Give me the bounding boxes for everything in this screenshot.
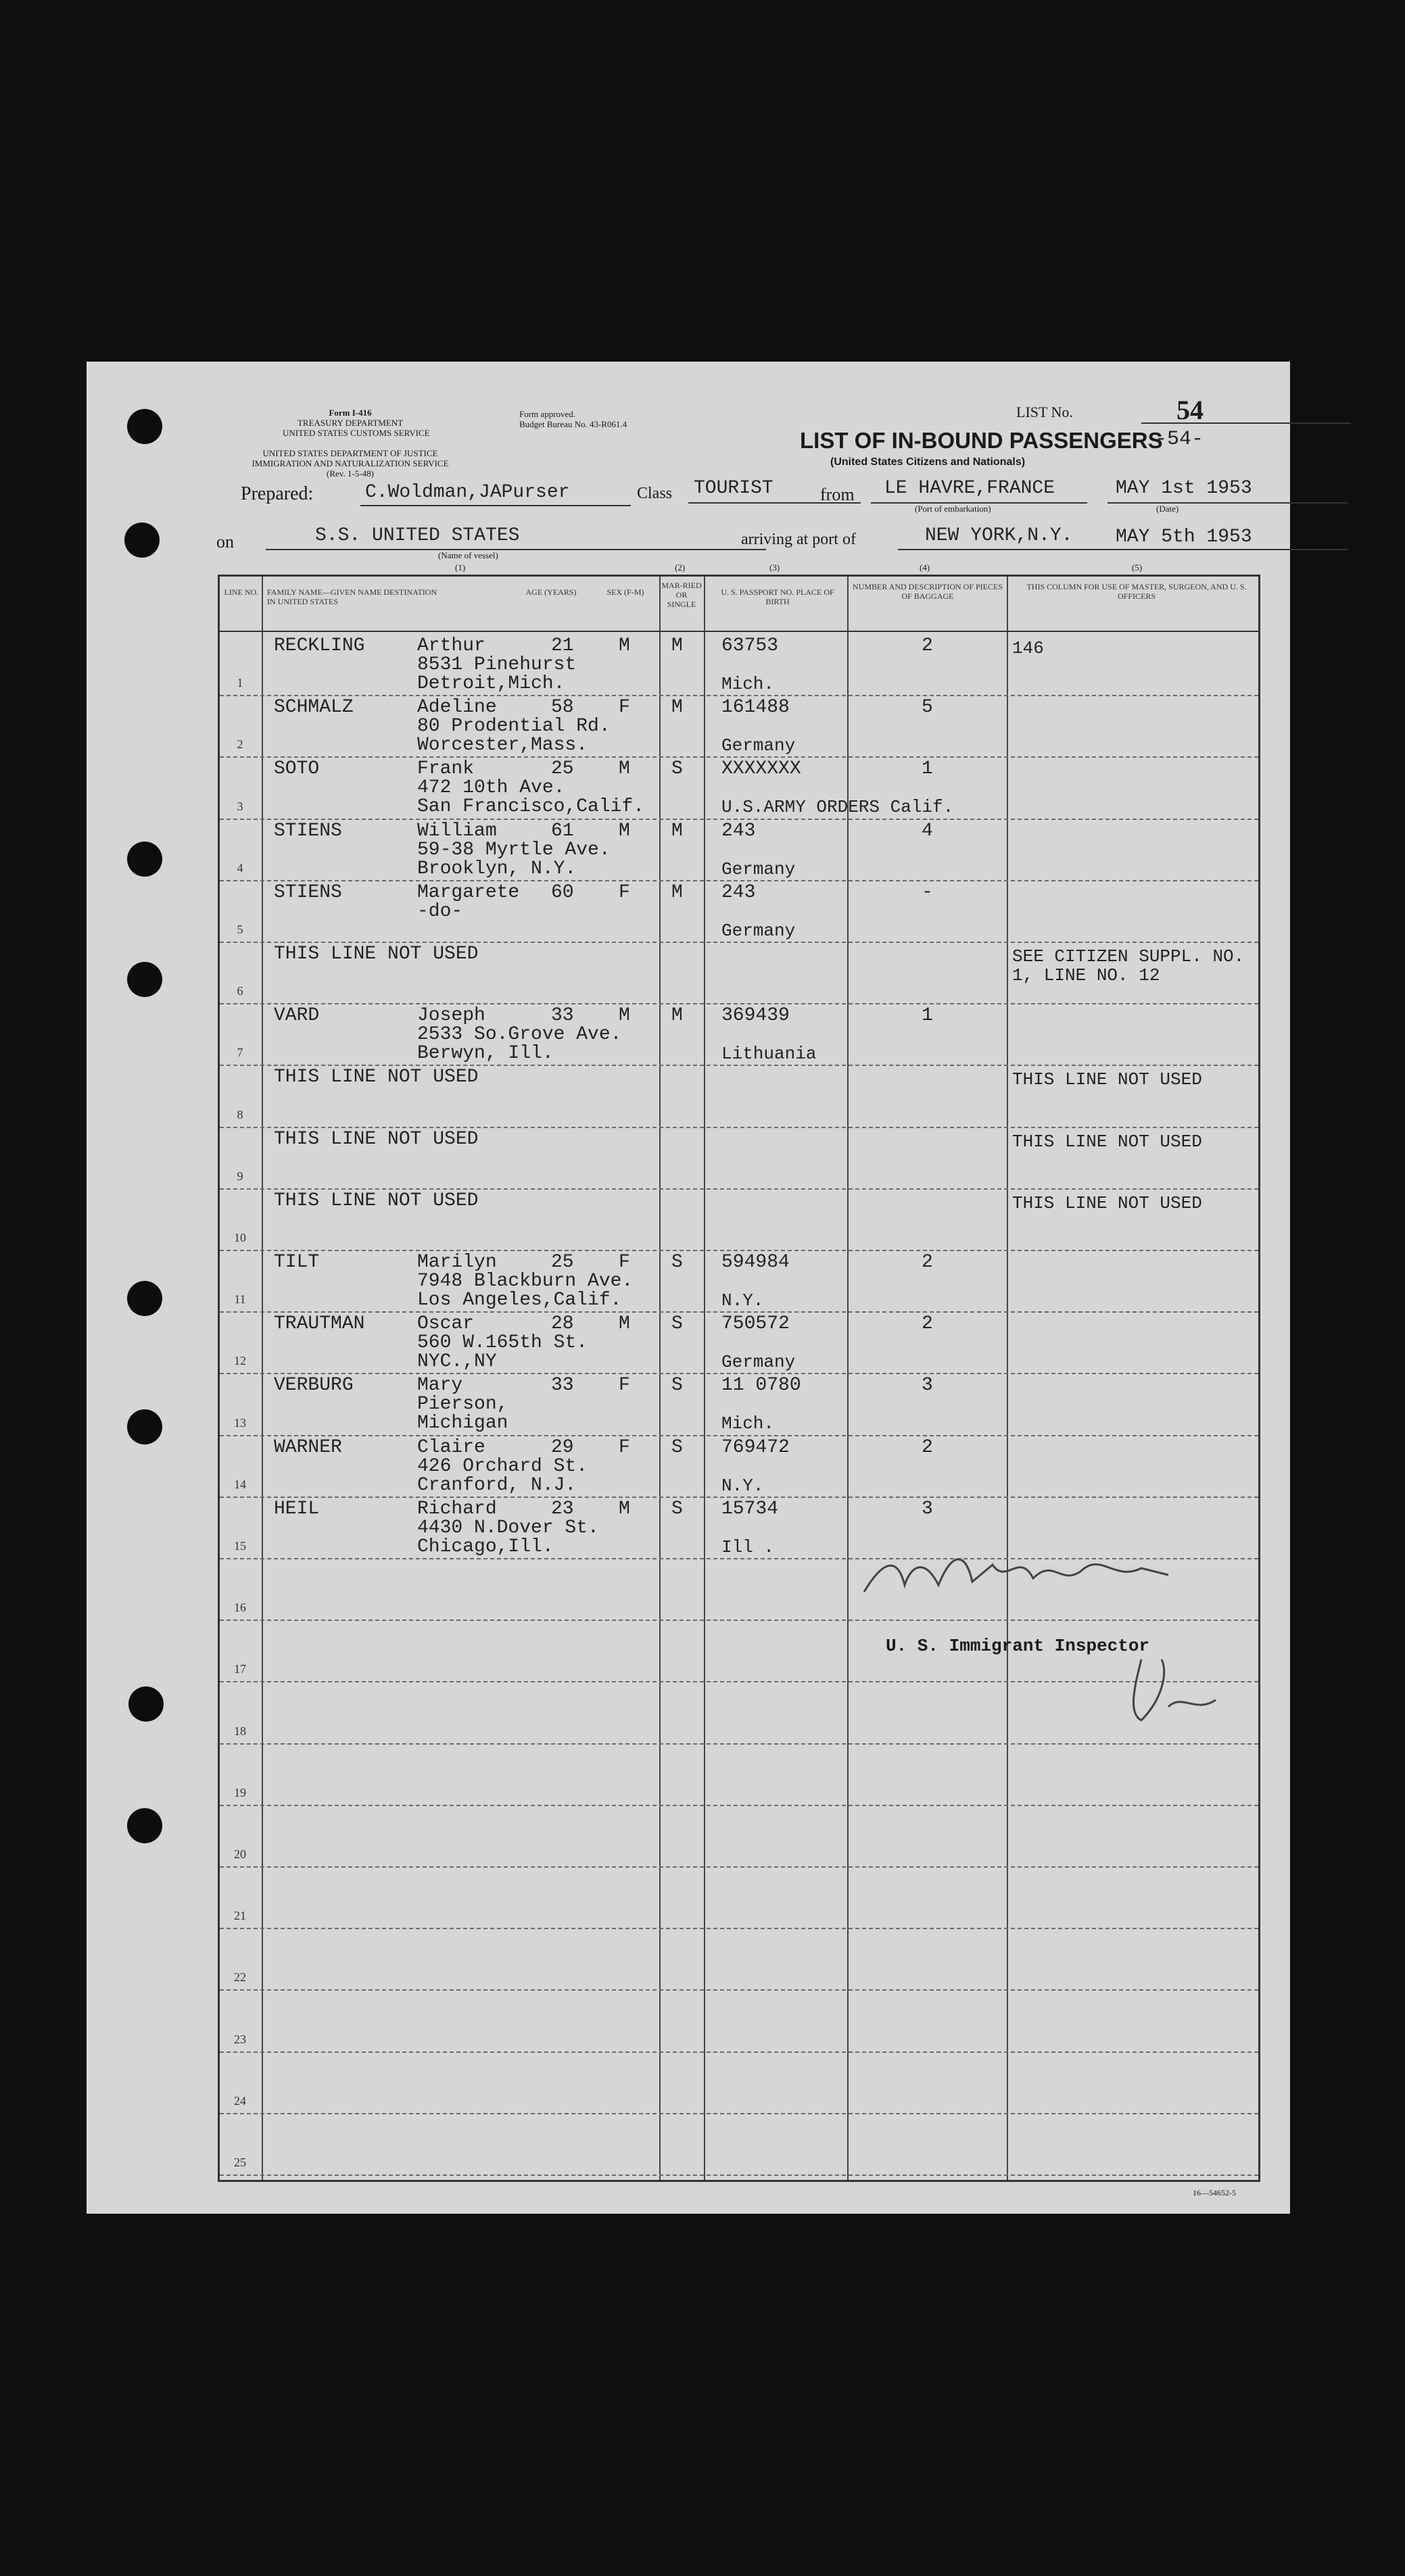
col-header-name: FAMILY NAME—GIVEN NAME DESTINATION IN UNITED STATES	[267, 587, 437, 606]
line-number: 17	[234, 1662, 246, 1676]
binder-hole	[124, 523, 160, 558]
address-line-2: Michigan	[417, 1413, 508, 1434]
binder-hole	[127, 409, 162, 444]
approval-text: Form approved.	[519, 409, 576, 419]
passport-number: 161488	[721, 697, 790, 719]
line-number: 21	[234, 1909, 246, 1923]
age: 28	[551, 1313, 574, 1335]
class-value: TOURIST	[694, 478, 773, 499]
baggage-count: 1	[922, 1005, 933, 1027]
officer-note: THIS LINE NOT USED	[1012, 1192, 1202, 1213]
officer-note: THIS LINE NOT USED	[1012, 1069, 1202, 1090]
binder-hole	[127, 1409, 162, 1444]
given-name: Marilyn	[417, 1252, 497, 1273]
col-header-married: MAR-RIED OR SINGLE	[661, 581, 702, 609]
binder-hole	[127, 842, 162, 877]
col-number: (1)	[455, 562, 466, 573]
marital-status: S	[671, 758, 683, 780]
binder-hole	[127, 1281, 162, 1316]
form-number: Form I-416	[329, 408, 372, 418]
given-name: Richard	[417, 1498, 497, 1520]
treasury-dept: TREASURY DEPARTMENT	[297, 418, 404, 428]
vessel-name: S.S. UNITED STATES	[315, 525, 520, 546]
table-row	[220, 1805, 1258, 1866]
col-header-passport: U. S. PASSPORT NO. PLACE OF BIRTH	[721, 587, 834, 606]
address-line-1: 59-38 Myrtle Ave.	[417, 839, 611, 860]
passport-number: 63753	[721, 635, 779, 656]
passport-number: 243	[721, 820, 756, 842]
table-row	[220, 1681, 1258, 1743]
place-of-birth: Germany	[721, 735, 796, 756]
address-line-1: 472 10th Ave.	[417, 777, 565, 799]
given-name: Adeline	[417, 697, 497, 719]
line-number: 20	[234, 1847, 246, 1861]
place-of-birth: N.Y.	[721, 1290, 764, 1311]
given-name: Mary	[417, 1375, 463, 1396]
line-number: 5	[237, 922, 243, 936]
col-header-baggage: NUMBER AND DESCRIPTION OF PIECES OF BAGGAGE	[852, 582, 1003, 601]
marital-status: M	[671, 697, 683, 719]
address-line-1: 8531 Pinehurst	[417, 654, 577, 675]
baggage-count: 1	[922, 758, 933, 780]
officer-note: 146	[1012, 638, 1044, 658]
port-caption: (Port of embarkation)	[915, 504, 991, 514]
address-line-2: Brooklyn, N.Y.	[417, 858, 577, 879]
baggage-count: 2	[922, 635, 933, 656]
budget-number: Budget Bureau No. 43-R061.4	[519, 419, 627, 429]
baggage-count: 5	[922, 697, 933, 719]
address-line-1: 426 Orchard St.	[417, 1455, 588, 1477]
line-number: 1	[237, 676, 243, 690]
given-name: Oscar	[417, 1313, 475, 1335]
line-number: 11	[234, 1292, 246, 1307]
marital-status: S	[671, 1375, 683, 1396]
table-row	[220, 1866, 1258, 1928]
arrival-date: MAY 5th 1953	[1116, 527, 1252, 548]
document-title: LIST OF IN-BOUND PASSENGERS	[800, 428, 1163, 453]
initials-mark	[1121, 1646, 1229, 1727]
age: 25	[551, 1252, 574, 1273]
date-caption: (Date)	[1156, 504, 1179, 514]
table-row	[220, 1065, 1258, 1126]
baggage-count: 3	[922, 1498, 933, 1520]
col-number: (3)	[769, 562, 780, 573]
place-of-birth: Germany	[721, 1352, 796, 1373]
place-of-birth: Germany	[721, 920, 796, 941]
justice-dept: UNITED STATES DEPARTMENT OF JUSTICE	[262, 448, 438, 458]
arrival-rule	[898, 549, 1348, 550]
address-line-2: Los Angeles,Calif.	[417, 1290, 622, 1311]
place-of-birth: U.S.ARMY ORDERS Calif.	[721, 797, 954, 818]
age: 58	[551, 697, 574, 719]
header-rule	[220, 631, 1258, 632]
line-number: 25	[234, 2155, 246, 2169]
passport-number: 750572	[721, 1313, 790, 1335]
vessel-caption: (Name of vessel)	[438, 550, 498, 560]
family-name: TRAUTMAN	[274, 1313, 365, 1335]
family-name: THIS LINE NOT USED	[274, 1128, 479, 1150]
line-number: 15	[234, 1538, 246, 1553]
table-row	[220, 1127, 1258, 1188]
inspector-title: U. S. Immigrant Inspector	[886, 1636, 1150, 1656]
prepared-label: Prepared:	[241, 483, 314, 504]
col-header-officers: THIS COLUMN FOR USE OF MASTER, SURGEON, AND U. S. OFFICERS	[1026, 582, 1247, 601]
baggage-count: 4	[922, 820, 933, 842]
passport-number: 594984	[721, 1252, 790, 1273]
address-line-1: Pierson,	[417, 1394, 508, 1415]
binder-hole	[127, 962, 162, 997]
address-line-1: 4430 N.Dover St.	[417, 1517, 599, 1538]
family-name: STIENS	[274, 881, 342, 903]
age: 21	[551, 635, 574, 656]
passport-number: 769472	[721, 1436, 790, 1458]
sex: F	[619, 1252, 630, 1273]
binder-hole	[127, 1808, 162, 1843]
given-name: Arthur	[417, 635, 485, 656]
list-no-rule	[1141, 422, 1351, 424]
list-no-value: 54	[1176, 395, 1204, 425]
address-line-1: 560 W.165th St.	[417, 1332, 588, 1354]
given-name: Margarete	[417, 881, 520, 903]
place-of-birth: Lithuania	[721, 1044, 817, 1065]
family-name: RECKLING	[274, 635, 365, 656]
place-of-birth: N.Y.	[721, 1475, 764, 1496]
line-number: 10	[234, 1230, 246, 1244]
list-sub-number: -54-	[1155, 428, 1204, 451]
marital-status: M	[671, 635, 683, 656]
baggage-count: 2	[922, 1252, 933, 1273]
family-name: THIS LINE NOT USED	[274, 1067, 479, 1088]
binder-hole	[128, 1686, 164, 1722]
family-name: VARD	[274, 1005, 320, 1027]
family-name: SCHMALZ	[274, 697, 354, 719]
address-line-2: Cranford, N.J.	[417, 1474, 577, 1496]
sex: M	[619, 635, 630, 656]
address-line-1: -do-	[417, 900, 463, 922]
family-name: THIS LINE NOT USED	[274, 1190, 479, 1211]
col-header-sex: SEX (F-M)	[606, 587, 644, 597]
col-number: (4)	[920, 562, 930, 573]
address-line-2: NYC.,NY	[417, 1351, 497, 1373]
document-subtitle: (United States Citizens and Nationals)	[830, 456, 1026, 468]
table-row	[220, 942, 1258, 1003]
baggage-count: 2	[922, 1436, 933, 1458]
baggage-count: -	[922, 881, 933, 903]
table-row	[220, 1003, 1258, 1065]
class-label: Class	[637, 485, 673, 502]
marital-status: S	[671, 1436, 683, 1458]
inspector-signature	[857, 1545, 1209, 1612]
place-of-birth: Mich.	[721, 1413, 775, 1434]
line-number: 8	[237, 1107, 243, 1121]
sex: F	[619, 1436, 630, 1458]
baggage-count: 3	[922, 1375, 933, 1396]
marital-status: M	[671, 881, 683, 903]
passport-number: 11 0780	[721, 1375, 801, 1396]
manifest-page	[87, 362, 1290, 2214]
sex: M	[619, 1498, 630, 1520]
address-line-2: San Francisco,Calif.	[417, 796, 645, 818]
baggage-count: 2	[922, 1313, 933, 1335]
table-row	[220, 2113, 1258, 2174]
line-number: 12	[234, 1354, 246, 1368]
table-row	[220, 1989, 1258, 2051]
table-row	[220, 633, 1258, 695]
table-row	[220, 1311, 1258, 1373]
officer-note: THIS LINE NOT USED	[1012, 1131, 1202, 1152]
line-number: 6	[237, 984, 243, 998]
table-row	[220, 1928, 1258, 1989]
prepared-rule	[360, 505, 631, 506]
prepared-by: C.Woldman,JAPurser	[365, 482, 570, 503]
marital-status: M	[671, 820, 683, 842]
from-port: LE HAVRE,FRANCE	[884, 478, 1055, 499]
address-line-2: Worcester,Mass.	[417, 735, 588, 756]
line-number: 14	[234, 1477, 246, 1491]
age: 29	[551, 1436, 574, 1458]
family-name: HEIL	[274, 1498, 320, 1520]
given-name: Claire	[417, 1436, 485, 1458]
age: 33	[551, 1375, 574, 1396]
sex: F	[619, 881, 630, 903]
departure-date: MAY 1st 1953	[1116, 478, 1252, 499]
line-number: 18	[234, 1724, 246, 1738]
arrival-port: NEW YORK,N.Y.	[925, 525, 1073, 546]
place-of-birth: Ill .	[721, 1536, 775, 1557]
table-row	[220, 1743, 1258, 1805]
age: 25	[551, 758, 574, 780]
address-line-1: 80 Prodential Rd.	[417, 716, 611, 737]
age: 33	[551, 1005, 574, 1027]
table-row	[220, 1435, 1258, 1497]
line-number: 19	[234, 1785, 246, 1799]
col-header-line: LINE NO.	[224, 587, 259, 597]
date-rule	[1108, 502, 1348, 504]
approval-block	[519, 409, 627, 429]
given-name: Frank	[417, 758, 475, 780]
address-line-2: Berwyn, Ill.	[417, 1043, 554, 1065]
sex: M	[619, 1005, 630, 1027]
table-row	[220, 2051, 1258, 2113]
line-number: 3	[237, 799, 243, 813]
line-number: 7	[237, 1046, 243, 1060]
line-number: 9	[237, 1169, 243, 1183]
marital-status: S	[671, 1252, 683, 1273]
sex: M	[619, 758, 630, 780]
family-name: TILT	[274, 1252, 320, 1273]
marital-status: M	[671, 1005, 683, 1027]
line-number: 13	[234, 1415, 246, 1430]
form-header-left	[283, 408, 430, 438]
family-name: WARNER	[274, 1436, 342, 1458]
table-row	[220, 1250, 1258, 1311]
place-of-birth: Germany	[721, 858, 796, 879]
revision: (Rev. 1-5-48)	[327, 468, 374, 479]
family-name: VERBURG	[274, 1375, 354, 1396]
on-label: on	[216, 532, 234, 552]
address-line-2: Chicago,Ill.	[417, 1536, 554, 1557]
age: 23	[551, 1498, 574, 1520]
passport-number: 243	[721, 881, 756, 903]
table-row	[220, 819, 1258, 880]
line-number: 24	[234, 2093, 246, 2108]
justice-block	[215, 448, 485, 479]
line-number: 22	[234, 1970, 246, 1985]
family-name: SOTO	[274, 758, 320, 780]
row-rule	[220, 2174, 1258, 2176]
from-label: from	[820, 485, 855, 504]
arriving-label: arriving at port of	[741, 531, 856, 548]
sex: M	[619, 820, 630, 842]
col-header-age: AGE (YEARS)	[525, 587, 577, 597]
marital-status: S	[671, 1498, 683, 1520]
sex: M	[619, 1313, 630, 1335]
vessel-rule	[266, 549, 766, 550]
marital-status: S	[671, 1313, 683, 1335]
line-number: 23	[234, 2032, 246, 2046]
age: 61	[551, 820, 574, 842]
passport-number: XXXXXXX	[721, 758, 801, 780]
col-number: (5)	[1132, 562, 1143, 573]
sex: F	[619, 1375, 630, 1396]
table-row	[220, 1373, 1258, 1434]
customs-service: UNITED STATES CUSTOMS SERVICE	[283, 428, 430, 438]
passport-number: 369439	[721, 1005, 790, 1027]
list-no-label: LIST No.	[1016, 404, 1073, 420]
col-number: (2)	[675, 562, 686, 573]
address-line-2: Detroit,Mich.	[417, 673, 565, 694]
table-row	[220, 756, 1258, 818]
address-line-1: 2533 So.Grove Ave.	[417, 1024, 622, 1046]
ins-service: IMMIGRATION AND NATURALIZATION SERVICE	[252, 458, 449, 468]
table-row	[220, 695, 1258, 756]
age: 60	[551, 881, 574, 903]
footer-code: 16—54652-5	[1193, 2188, 1236, 2197]
officer-note: SEE CITIZEN SUPPL. NO. 1, LINE NO. 12	[1012, 946, 1245, 986]
family-name: STIENS	[274, 820, 342, 842]
table-row	[220, 1188, 1258, 1250]
line-number: 16	[234, 1601, 246, 1615]
given-name: Joseph	[417, 1005, 485, 1027]
given-name: William	[417, 820, 497, 842]
passport-number: 15734	[721, 1498, 779, 1520]
family-name: THIS LINE NOT USED	[274, 944, 479, 965]
line-number: 4	[237, 860, 243, 875]
sex: F	[619, 697, 630, 719]
passenger-table	[218, 575, 1260, 2182]
table-row	[220, 880, 1258, 942]
line-number: 2	[237, 737, 243, 752]
address-line-1: 7948 Blackburn Ave.	[417, 1271, 634, 1292]
place-of-birth: Mich.	[721, 674, 775, 694]
